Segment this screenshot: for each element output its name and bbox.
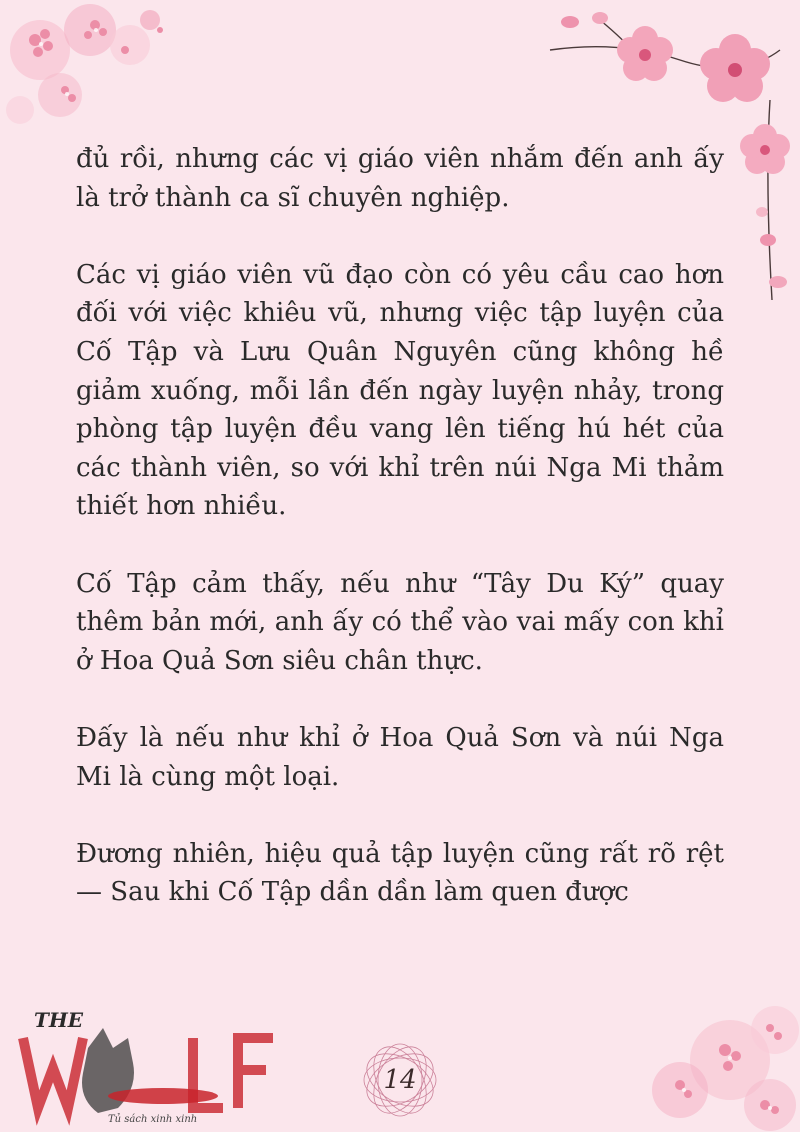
paragraph: Đấy là nếu như khỉ ở Hoa Quả Sơn và núi Nga Mi là cùng một loại. [76, 722, 724, 792]
the-wolf-logo [18, 1008, 288, 1132]
cherry-blossom-cluster-bottom-right [640, 990, 800, 1132]
paragraph: Cố Tập cảm thấy, nếu như “Tây Du Ký” quay thêm bản mới, anh ấy có thể vào vai mấy con khỉ ở Hoa Quả Sơn siêu chân thực. [76, 568, 724, 676]
paragraph: Đương nhiên, hiệu quả tập luyện cũng rất rõ rệt — Sau khi Cố Tập dần dần làm quen được [76, 838, 724, 908]
cherry-blossom-cluster-top-left [0, 0, 180, 140]
logo-tagline: Tủ sách xinh xinh [108, 1114, 198, 1125]
logo-main-text [19, 1084, 20, 1085]
paragraph: đủ rồi, nhưng các vị giáo viên nhắm đến anh ấy là trở thành ca sĩ chuyên nghiệp. [76, 144, 724, 213]
logo-top-text: THE [34, 1008, 84, 1032]
chapter-text [76, 140, 724, 950]
page-number: 14 [383, 1065, 417, 1095]
page-number-frame [360, 1040, 440, 1120]
paragraph: Các vị giáo viên vũ đạo còn có yêu cầu cao hơn đối với việc khiêu vũ, nhưng việc tập luyện của Cố Tập và Lưu Quân Nguyên cũng không hề giảm xuống, mỗi lần đến ngày luyện nhảy, trong phòng tập luyện đều vang lên tiếng hú hét của các thành viên, so với khỉ trên núi Nga Mi thảm thiết hơn nhiều. [76, 259, 724, 522]
